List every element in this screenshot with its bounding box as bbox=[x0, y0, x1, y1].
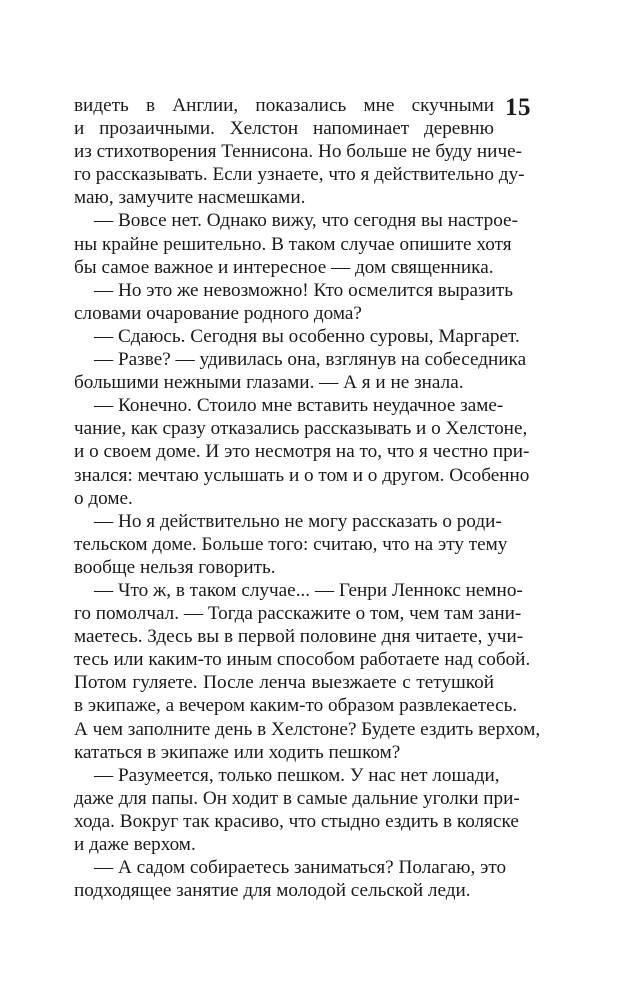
text-line: и прозаичными. Хелстон напоминает деревню bbox=[74, 118, 494, 140]
text-line: хода. Вокруг так красиво, что стыдно ездить в коляске bbox=[74, 810, 519, 832]
text-line: Потом гуляете. После ленча выезжаете с тетушкой bbox=[74, 672, 494, 694]
text-line: маетесь. Здесь вы в первой половине дня читаете, учи- bbox=[74, 626, 524, 648]
text-line: — Вовсе нет. Однако вижу, что сегодня вы настрое- bbox=[94, 210, 518, 232]
text-line: о доме. bbox=[74, 487, 133, 509]
text-line: знался: мечтаю услышать и о том и о другом. Особенно bbox=[74, 464, 530, 486]
text-line: бы самое важное и интересное — дом священника. bbox=[74, 256, 494, 278]
text-line: — Разве? — удивилась она, взглянув на собеседника bbox=[94, 349, 527, 371]
text-line: го рассказывать. Если узнаете, что я действительно ду- bbox=[74, 164, 525, 186]
text-line: чание, как сразу отказались рассказывать и о Хелстоне, bbox=[74, 418, 528, 440]
text-line: из стихотворения Теннисона. Но больше не буду ниче- bbox=[74, 141, 522, 163]
text-line: А чем заполните день в Хелстоне? Будете ездить верхом, bbox=[74, 718, 541, 740]
page-number: 15 bbox=[505, 94, 531, 121]
text-line: — Сдаюсь. Сегодня вы особенно суровы, Маргарет. bbox=[94, 325, 520, 347]
text-line: ны крайне решительно. В таком случае опишите хотя bbox=[74, 233, 512, 255]
text-line: тесь или каким-то иным способом работаете над собой. bbox=[74, 649, 531, 671]
text-line: — Разумеется, только пешком. У нас нет лошади, bbox=[94, 764, 500, 786]
text-line: — А садом собираетесь заниматься? Полагаю, это bbox=[94, 857, 507, 879]
text-line: тельском доме. Больше того: считаю, что на эту тему bbox=[74, 533, 508, 555]
text-line: и даже верхом. bbox=[74, 834, 196, 855]
text-line: видеть в Англии, показались мне скучными bbox=[74, 95, 494, 116]
text-line: го помолчал. — Тогда расскажите о том, чем там зани- bbox=[74, 603, 522, 625]
text-line: словами очарование родного дома? bbox=[74, 302, 362, 324]
text-line: — Но я действительно не могу рассказать о роди- bbox=[94, 510, 502, 532]
text-line: кататься в экипаже или ходить пешком? bbox=[74, 741, 401, 763]
text-line: — Что ж, в таком случае... — Генри Леннокс немно- bbox=[94, 579, 523, 601]
text-line: маю, замучите насмешками. bbox=[74, 187, 306, 209]
text-line: — Но это же невозможно! Кто осмелится выразить bbox=[94, 279, 513, 301]
text-line: и о своем доме. И это несмотря на то, что я честно при- bbox=[74, 441, 530, 463]
text-line: подходящее занятие для молодой сельской леди. bbox=[74, 880, 471, 902]
text-line: вообще нельзя говорить. bbox=[74, 556, 276, 578]
text-line: в экипаже, а вечером каким-то образом развлекаетесь. bbox=[74, 695, 518, 717]
text-line: даже для папы. Он ходит в самые дальние уголки при- bbox=[74, 787, 520, 809]
text-line: — Конечно. Стоило мне вставить неудачное заме- bbox=[94, 395, 504, 417]
text-line: большими нежными глазами. — А я и не знала. bbox=[74, 372, 464, 394]
